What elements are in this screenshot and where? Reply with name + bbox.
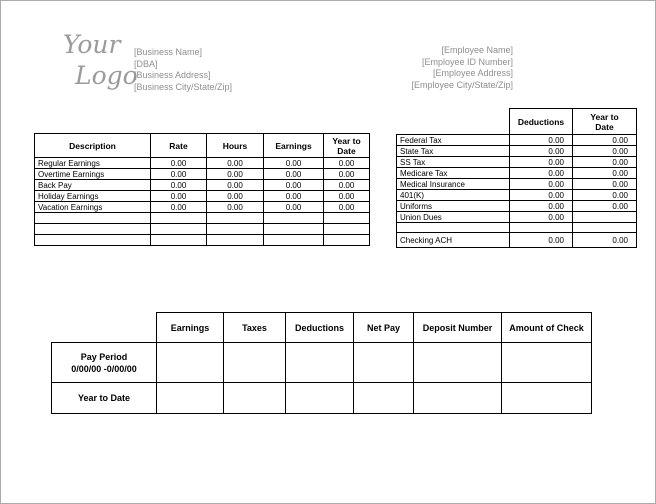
table-row [397, 146, 637, 157]
cell-ytd: 0.00 [573, 135, 637, 146]
cell-ytd: 0.00 [324, 191, 370, 202]
summary-table [51, 312, 592, 414]
empty-cell [35, 224, 151, 235]
deduction-row-label: Union Dues [397, 212, 510, 223]
header-ytd: Year to Date [324, 134, 370, 158]
cell-ytd: 0.00 [324, 202, 370, 213]
deductions-table [396, 108, 637, 248]
header-blank [52, 313, 157, 343]
cell-hours: 0.00 [207, 180, 264, 191]
cell-ytd: 0.00 [324, 158, 370, 169]
table-row [35, 169, 370, 180]
empty-cell [224, 383, 286, 414]
empty-cell [35, 235, 151, 246]
employee-info-block [331, 45, 513, 91]
cell-ytd: 0.00 [324, 169, 370, 180]
earnings-row-label: Holiday Earnings [35, 191, 151, 202]
deduction-row-label: State Tax [397, 146, 510, 157]
table-row [397, 201, 637, 212]
empty-cell [264, 235, 324, 246]
cell-hours: 0.00 [207, 169, 264, 180]
business-address-placeholder: [Business Address] [134, 70, 211, 80]
table-row [35, 180, 370, 191]
pay-period-label [52, 343, 157, 383]
business-info-block [134, 47, 232, 93]
earnings-row-label: Overtime Earnings [35, 169, 151, 180]
employee-name-placeholder: [Employee Name] [441, 45, 513, 55]
header-hours: Hours [207, 134, 264, 158]
header-taxes: Taxes [224, 313, 286, 343]
cell-amount: 0.00 [510, 157, 573, 168]
header-blank [397, 109, 510, 135]
business-citystatezip-placeholder: [Business City/State/Zip] [134, 81, 233, 92]
earnings-row-label: Back Pay [35, 180, 151, 191]
empty-cell [264, 224, 324, 235]
logo-text-line2: Logo [75, 61, 138, 90]
table-row [397, 179, 637, 190]
cell-rate: 0.00 [151, 158, 207, 169]
empty-cell [510, 223, 573, 233]
earnings-row-label: Vacation Earnings [35, 202, 151, 213]
table-row [397, 168, 637, 179]
deduction-row-label: Uniforms [397, 201, 510, 212]
header-earnings: Earnings [264, 134, 324, 158]
employee-id-placeholder: [Employee ID Number] [421, 56, 513, 67]
earnings-table [34, 133, 370, 246]
empty-cell [151, 224, 207, 235]
empty-row [35, 235, 370, 246]
table-row [35, 202, 370, 213]
empty-cell [354, 343, 414, 383]
cell-earnings: 0.00 [264, 191, 324, 202]
cell-ytd: 0.00 [324, 180, 370, 191]
cell-amount: 0.00 [510, 233, 573, 248]
year-to-date-label: Year to Date [52, 383, 157, 414]
logo-text-line1: Your [63, 30, 121, 59]
deduction-row-label: Checking ACH [397, 233, 510, 248]
empty-cell [286, 383, 354, 414]
header-deductions: Deductions [510, 109, 573, 135]
empty-cell [324, 224, 370, 235]
empty-row [35, 213, 370, 224]
employee-citystatezip-placeholder: [Employee City/State/Zip] [411, 79, 513, 90]
cell-earnings: 0.00 [264, 158, 324, 169]
table-row [35, 158, 370, 169]
checking-ach-row [397, 233, 637, 248]
empty-cell [157, 383, 224, 414]
empty-cell [35, 213, 151, 224]
deductions-header-row [397, 109, 637, 135]
employee-address-placeholder: [Employee Address] [432, 68, 513, 78]
cell-rate: 0.00 [151, 180, 207, 191]
empty-row [397, 223, 637, 233]
cell-ytd: 0.00 [573, 233, 637, 248]
empty-cell [207, 224, 264, 235]
table-row [397, 212, 637, 223]
business-dba-placeholder: [DBA] [134, 58, 158, 69]
pay-period-row [52, 343, 592, 383]
cell-ytd: 0.00 [573, 179, 637, 190]
empty-cell [264, 213, 324, 224]
header-deductions: Deductions [286, 313, 354, 343]
cell-rate: 0.00 [151, 169, 207, 180]
empty-cell [324, 213, 370, 224]
deduction-row-label: 401(K) [397, 190, 510, 201]
company-logo [63, 29, 138, 91]
cell-amount: 0.00 [510, 168, 573, 179]
pay-period-label-line1: Pay Period [80, 351, 128, 362]
empty-cell [151, 235, 207, 246]
header-earnings: Earnings [157, 313, 224, 343]
header-description: Description [35, 134, 151, 158]
empty-cell [397, 223, 510, 233]
empty-row [35, 224, 370, 235]
table-row [397, 157, 637, 168]
empty-cell [573, 223, 637, 233]
cell-amount: 0.00 [510, 135, 573, 146]
cell-ytd [573, 212, 637, 223]
business-name-placeholder: [Business Name] [134, 47, 203, 57]
header-ytd [573, 109, 637, 135]
empty-cell [286, 343, 354, 383]
cell-earnings: 0.00 [264, 169, 324, 180]
cell-hours: 0.00 [207, 202, 264, 213]
cell-rate: 0.00 [151, 202, 207, 213]
header-ytd-text: Year to Date [590, 111, 619, 132]
cell-ytd: 0.00 [573, 157, 637, 168]
empty-cell [354, 383, 414, 414]
table-row [35, 191, 370, 202]
cell-ytd: 0.00 [573, 201, 637, 212]
cell-amount: 0.00 [510, 190, 573, 201]
cell-amount: 0.00 [510, 179, 573, 190]
cell-ytd: 0.00 [573, 168, 637, 179]
earnings-header-row [35, 134, 370, 158]
cell-amount: 0.00 [510, 201, 573, 212]
cell-hours: 0.00 [207, 158, 264, 169]
year-to-date-row [52, 383, 592, 414]
deduction-row-label: Federal Tax [397, 135, 510, 146]
empty-cell [207, 235, 264, 246]
deduction-row-label: Medical Insurance [397, 179, 510, 190]
empty-cell [502, 343, 592, 383]
cell-amount: 0.00 [510, 146, 573, 157]
cell-rate: 0.00 [151, 191, 207, 202]
summary-header-row [52, 313, 592, 343]
empty-cell [224, 343, 286, 383]
empty-cell [157, 343, 224, 383]
empty-cell [207, 213, 264, 224]
empty-cell [324, 235, 370, 246]
earnings-row-label: Regular Earnings [35, 158, 151, 169]
pay-period-label-line2: 0/00/00 -0/00/00 [71, 363, 137, 374]
header-rate: Rate [151, 134, 207, 158]
deduction-row-label: Medicare Tax [397, 168, 510, 179]
empty-cell [414, 343, 502, 383]
deduction-row-label: SS Tax [397, 157, 510, 168]
cell-amount: 0.00 [510, 212, 573, 223]
cell-ytd: 0.00 [573, 146, 637, 157]
cell-earnings: 0.00 [264, 180, 324, 191]
header-deposit-number: Deposit Number [414, 313, 502, 343]
header-net-pay: Net Pay [354, 313, 414, 343]
cell-ytd: 0.00 [573, 190, 637, 201]
cell-hours: 0.00 [207, 191, 264, 202]
empty-cell [414, 383, 502, 414]
table-row [397, 135, 637, 146]
cell-earnings: 0.00 [264, 202, 324, 213]
empty-cell [502, 383, 592, 414]
empty-cell [151, 213, 207, 224]
header-amount-of-check: Amount of Check [502, 313, 592, 343]
table-row [397, 190, 637, 201]
